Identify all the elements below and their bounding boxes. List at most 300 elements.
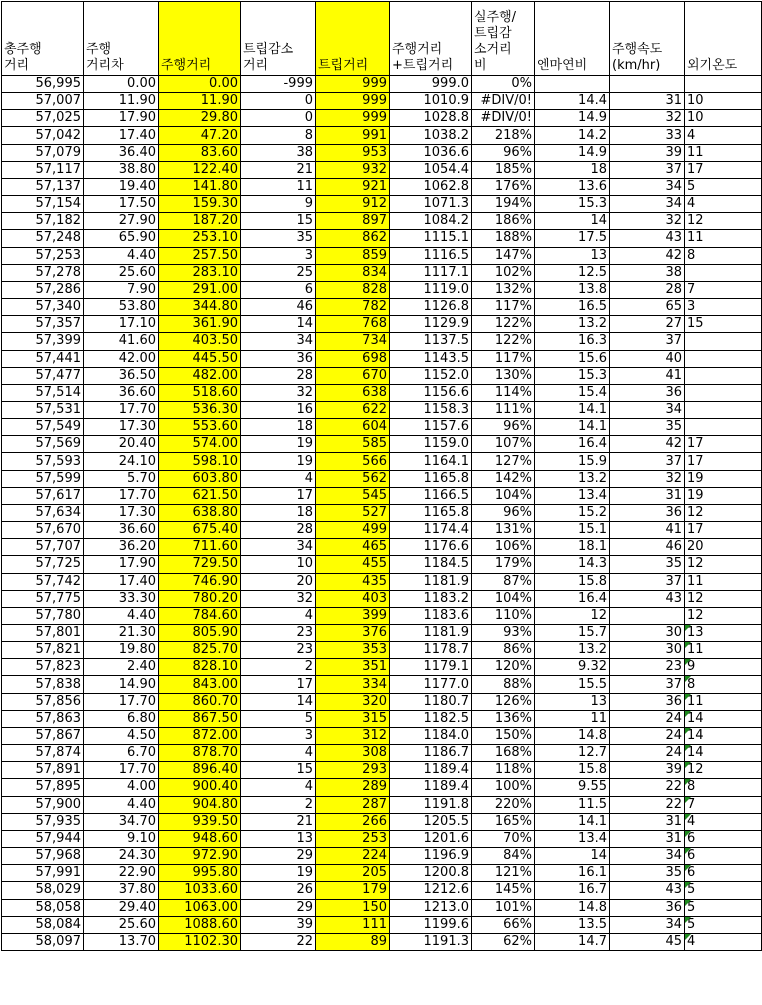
cell-driven-plus-trip[interactable]: 1156.6 xyxy=(390,384,472,401)
cell-speed[interactable]: 43 xyxy=(610,590,685,607)
cell-trip-distance[interactable]: 351 xyxy=(316,659,390,676)
cell-ratio[interactable]: 62% xyxy=(472,933,535,950)
cell-driven-plus-trip[interactable]: 1084.2 xyxy=(390,213,472,230)
cell-trip-decrease[interactable]: 17 xyxy=(241,487,316,504)
cell-trip-distance[interactable]: 266 xyxy=(316,813,390,830)
cell-driven-distance[interactable]: 403.50 xyxy=(159,333,241,350)
cell-distance-diff[interactable]: 25.60 xyxy=(84,264,159,281)
cell-driven-distance[interactable]: 482.00 xyxy=(159,367,241,384)
cell-driven-distance[interactable]: 29.80 xyxy=(159,110,241,127)
cell-distance-diff[interactable]: 14.90 xyxy=(84,676,159,693)
cell-driven-plus-trip[interactable]: 1129.9 xyxy=(390,316,472,333)
cell-driven-plus-trip[interactable]: 1165.8 xyxy=(390,470,472,487)
cell-outside-temp[interactable] xyxy=(685,350,762,367)
cell-total-distance[interactable]: 57,593 xyxy=(2,453,84,470)
cell-outside-temp[interactable]: 4 xyxy=(685,933,762,950)
cell-trip-distance[interactable]: 768 xyxy=(316,316,390,333)
cell-outside-temp[interactable]: 19 xyxy=(685,487,762,504)
cell-trip-distance[interactable]: 562 xyxy=(316,470,390,487)
cell-driven-plus-trip[interactable]: 1115.1 xyxy=(390,230,472,247)
cell-trip-decrease[interactable]: 14 xyxy=(241,693,316,710)
cell-driven-distance[interactable]: 729.50 xyxy=(159,556,241,573)
cell-speed[interactable]: 22 xyxy=(610,796,685,813)
cell-trip-distance[interactable]: 585 xyxy=(316,436,390,453)
cell-driven-plus-trip[interactable]: 1186.7 xyxy=(390,745,472,762)
cell-driven-distance[interactable]: 1063.00 xyxy=(159,899,241,916)
cell-ratio[interactable]: 0% xyxy=(472,76,535,93)
cell-driven-plus-trip[interactable]: 1071.3 xyxy=(390,196,472,213)
cell-trip-decrease[interactable]: 46 xyxy=(241,299,316,316)
cell-trip-distance[interactable]: 150 xyxy=(316,899,390,916)
cell-total-distance[interactable]: 56,995 xyxy=(2,76,84,93)
cell-outside-temp[interactable]: 12 xyxy=(685,556,762,573)
cell-distance-diff[interactable]: 17.90 xyxy=(84,556,159,573)
cell-total-distance[interactable]: 57,441 xyxy=(2,350,84,367)
cell-driven-distance[interactable]: 598.10 xyxy=(159,453,241,470)
cell-speed[interactable]: 35 xyxy=(610,865,685,882)
cell-trip-distance[interactable]: 604 xyxy=(316,419,390,436)
cell-fuel-economy[interactable]: 14.3 xyxy=(535,556,610,573)
cell-trip-distance[interactable]: 111 xyxy=(316,916,390,933)
cell-trip-distance[interactable]: 224 xyxy=(316,848,390,865)
cell-driven-plus-trip[interactable]: 1182.5 xyxy=(390,710,472,727)
cell-fuel-economy[interactable]: 13.2 xyxy=(535,316,610,333)
cell-ratio[interactable]: 86% xyxy=(472,642,535,659)
cell-ratio[interactable]: 218% xyxy=(472,127,535,144)
cell-fuel-economy[interactable]: 13 xyxy=(535,693,610,710)
cell-speed[interactable]: 31 xyxy=(610,93,685,110)
cell-fuel-economy[interactable]: 14.2 xyxy=(535,127,610,144)
cell-ratio[interactable]: 122% xyxy=(472,333,535,350)
cell-outside-temp[interactable]: 11 xyxy=(685,693,762,710)
cell-ratio[interactable]: 185% xyxy=(472,161,535,178)
cell-trip-distance[interactable]: 308 xyxy=(316,745,390,762)
cell-driven-plus-trip[interactable]: 1179.1 xyxy=(390,659,472,676)
cell-trip-distance[interactable]: 953 xyxy=(316,144,390,161)
cell-fuel-economy[interactable]: 14.1 xyxy=(535,401,610,418)
header-total-distance[interactable]: 총주행 거리 xyxy=(2,2,84,76)
cell-distance-diff[interactable]: 29.40 xyxy=(84,899,159,916)
cell-fuel-economy[interactable]: 12.7 xyxy=(535,745,610,762)
cell-ratio[interactable]: 104% xyxy=(472,590,535,607)
cell-fuel-economy[interactable]: 16.4 xyxy=(535,436,610,453)
cell-distance-diff[interactable]: 17.90 xyxy=(84,110,159,127)
cell-driven-plus-trip[interactable]: 1159.0 xyxy=(390,436,472,453)
cell-fuel-economy[interactable]: 12 xyxy=(535,607,610,624)
cell-driven-distance[interactable]: 83.60 xyxy=(159,144,241,161)
cell-trip-distance[interactable]: 293 xyxy=(316,762,390,779)
cell-distance-diff[interactable]: 65.90 xyxy=(84,230,159,247)
cell-trip-decrease[interactable]: 2 xyxy=(241,796,316,813)
cell-ratio[interactable]: 136% xyxy=(472,710,535,727)
cell-ratio[interactable]: 126% xyxy=(472,693,535,710)
cell-speed[interactable]: 43 xyxy=(610,882,685,899)
cell-driven-plus-trip[interactable]: 1054.4 xyxy=(390,161,472,178)
cell-outside-temp[interactable]: 8 xyxy=(685,247,762,264)
header-outside-temp[interactable]: 외기온도 xyxy=(685,2,762,76)
cell-driven-distance[interactable]: 553.60 xyxy=(159,419,241,436)
cell-ratio[interactable]: 100% xyxy=(472,779,535,796)
cell-outside-temp[interactable]: 7 xyxy=(685,796,762,813)
cell-speed[interactable]: 37 xyxy=(610,161,685,178)
cell-outside-temp[interactable]: 4 xyxy=(685,813,762,830)
cell-driven-distance[interactable]: 291.00 xyxy=(159,281,241,298)
cell-distance-diff[interactable]: 6.70 xyxy=(84,745,159,762)
cell-trip-distance[interactable]: 253 xyxy=(316,830,390,847)
cell-trip-decrease[interactable]: 26 xyxy=(241,882,316,899)
cell-outside-temp[interactable]: 17 xyxy=(685,436,762,453)
cell-total-distance[interactable]: 57,895 xyxy=(2,779,84,796)
cell-speed[interactable]: 37 xyxy=(610,573,685,590)
cell-driven-distance[interactable]: 536.30 xyxy=(159,401,241,418)
cell-driven-distance[interactable]: 948.60 xyxy=(159,830,241,847)
cell-distance-diff[interactable]: 24.10 xyxy=(84,453,159,470)
cell-fuel-economy[interactable]: 15.8 xyxy=(535,762,610,779)
cell-trip-distance[interactable]: 999 xyxy=(316,76,390,93)
cell-trip-distance[interactable]: 638 xyxy=(316,384,390,401)
cell-speed[interactable]: 34 xyxy=(610,401,685,418)
cell-outside-temp[interactable]: 12 xyxy=(685,504,762,521)
cell-speed[interactable]: 27 xyxy=(610,316,685,333)
cell-ratio[interactable]: 147% xyxy=(472,247,535,264)
cell-total-distance[interactable]: 57,137 xyxy=(2,178,84,195)
cell-driven-distance[interactable]: 825.70 xyxy=(159,642,241,659)
cell-speed[interactable]: 24 xyxy=(610,727,685,744)
cell-driven-plus-trip[interactable]: 1191.3 xyxy=(390,933,472,950)
cell-total-distance[interactable]: 58,097 xyxy=(2,933,84,950)
cell-ratio[interactable]: 150% xyxy=(472,727,535,744)
cell-fuel-economy[interactable]: 13.5 xyxy=(535,916,610,933)
cell-outside-temp[interactable]: 12 xyxy=(685,762,762,779)
cell-trip-decrease[interactable]: 34 xyxy=(241,333,316,350)
cell-driven-distance[interactable]: 896.40 xyxy=(159,762,241,779)
cell-driven-plus-trip[interactable]: 1180.7 xyxy=(390,693,472,710)
cell-speed[interactable]: 39 xyxy=(610,144,685,161)
cell-trip-distance[interactable]: 991 xyxy=(316,127,390,144)
cell-driven-distance[interactable]: 187.20 xyxy=(159,213,241,230)
cell-fuel-economy[interactable]: 9.55 xyxy=(535,779,610,796)
cell-total-distance[interactable]: 57,117 xyxy=(2,161,84,178)
cell-driven-distance[interactable]: 344.80 xyxy=(159,299,241,316)
cell-outside-temp[interactable]: 15 xyxy=(685,316,762,333)
cell-driven-distance[interactable]: 603.80 xyxy=(159,470,241,487)
cell-driven-distance[interactable]: 972.90 xyxy=(159,848,241,865)
cell-trip-decrease[interactable]: 29 xyxy=(241,899,316,916)
cell-driven-plus-trip[interactable]: 1038.2 xyxy=(390,127,472,144)
cell-ratio[interactable]: 106% xyxy=(472,539,535,556)
cell-driven-distance[interactable]: 711.60 xyxy=(159,539,241,556)
cell-driven-plus-trip[interactable]: 1189.4 xyxy=(390,779,472,796)
cell-ratio[interactable]: 145% xyxy=(472,882,535,899)
cell-total-distance[interactable]: 57,944 xyxy=(2,830,84,847)
cell-total-distance[interactable]: 57,801 xyxy=(2,625,84,642)
cell-distance-diff[interactable]: 17.40 xyxy=(84,573,159,590)
cell-driven-distance[interactable]: 518.60 xyxy=(159,384,241,401)
cell-fuel-economy[interactable]: 14.8 xyxy=(535,899,610,916)
cell-distance-diff[interactable]: 36.60 xyxy=(84,522,159,539)
cell-speed[interactable]: 37 xyxy=(610,333,685,350)
cell-driven-distance[interactable]: 784.60 xyxy=(159,607,241,624)
cell-outside-temp[interactable]: 5 xyxy=(685,178,762,195)
cell-outside-temp[interactable]: 12 xyxy=(685,213,762,230)
cell-outside-temp[interactable] xyxy=(685,264,762,281)
cell-fuel-economy[interactable]: 9.32 xyxy=(535,659,610,676)
cell-driven-plus-trip[interactable]: 1062.8 xyxy=(390,178,472,195)
cell-distance-diff[interactable]: 4.40 xyxy=(84,247,159,264)
cell-ratio[interactable]: 122% xyxy=(472,316,535,333)
cell-trip-decrease[interactable]: 23 xyxy=(241,625,316,642)
cell-trip-distance[interactable]: 435 xyxy=(316,573,390,590)
cell-fuel-economy[interactable]: 14.9 xyxy=(535,110,610,127)
cell-trip-decrease[interactable]: 28 xyxy=(241,522,316,539)
cell-trip-decrease[interactable]: 32 xyxy=(241,384,316,401)
cell-speed[interactable]: 34 xyxy=(610,916,685,933)
cell-driven-distance[interactable]: 445.50 xyxy=(159,350,241,367)
cell-driven-plus-trip[interactable]: 1178.7 xyxy=(390,642,472,659)
cell-total-distance[interactable]: 57,856 xyxy=(2,693,84,710)
cell-trip-decrease[interactable]: 0 xyxy=(241,110,316,127)
cell-speed[interactable]: 34 xyxy=(610,196,685,213)
cell-trip-distance[interactable]: 312 xyxy=(316,727,390,744)
cell-fuel-economy[interactable]: 11 xyxy=(535,710,610,727)
cell-trip-distance[interactable]: 315 xyxy=(316,710,390,727)
cell-outside-temp[interactable]: 11 xyxy=(685,642,762,659)
cell-ratio[interactable]: 110% xyxy=(472,607,535,624)
cell-distance-diff[interactable]: 4.40 xyxy=(84,796,159,813)
cell-total-distance[interactable]: 57,874 xyxy=(2,745,84,762)
cell-driven-plus-trip[interactable]: 1191.8 xyxy=(390,796,472,813)
cell-fuel-economy[interactable]: 13.4 xyxy=(535,830,610,847)
cell-distance-diff[interactable]: 13.70 xyxy=(84,933,159,950)
cell-ratio[interactable]: 93% xyxy=(472,625,535,642)
cell-driven-distance[interactable]: 574.00 xyxy=(159,436,241,453)
cell-trip-decrease[interactable]: 39 xyxy=(241,916,316,933)
cell-trip-decrease[interactable]: 4 xyxy=(241,607,316,624)
cell-total-distance[interactable]: 57,253 xyxy=(2,247,84,264)
cell-total-distance[interactable]: 57,617 xyxy=(2,487,84,504)
cell-trip-decrease[interactable]: 4 xyxy=(241,470,316,487)
cell-speed[interactable]: 36 xyxy=(610,899,685,916)
cell-ratio[interactable]: 101% xyxy=(472,899,535,916)
cell-driven-distance[interactable]: 843.00 xyxy=(159,676,241,693)
cell-total-distance[interactable]: 57,569 xyxy=(2,436,84,453)
cell-total-distance[interactable]: 57,891 xyxy=(2,762,84,779)
cell-speed[interactable]: 36 xyxy=(610,384,685,401)
cell-total-distance[interactable]: 57,357 xyxy=(2,316,84,333)
cell-speed[interactable]: 35 xyxy=(610,556,685,573)
cell-driven-plus-trip[interactable]: 1183.2 xyxy=(390,590,472,607)
cell-fuel-economy[interactable]: 13 xyxy=(535,247,610,264)
cell-speed[interactable]: 41 xyxy=(610,522,685,539)
cell-driven-plus-trip[interactable]: 1201.6 xyxy=(390,830,472,847)
cell-fuel-economy[interactable]: 14.1 xyxy=(535,419,610,436)
cell-distance-diff[interactable]: 36.20 xyxy=(84,539,159,556)
cell-driven-plus-trip[interactable]: 1143.5 xyxy=(390,350,472,367)
cell-fuel-economy[interactable]: 14.8 xyxy=(535,727,610,744)
cell-trip-distance[interactable]: 376 xyxy=(316,625,390,642)
cell-driven-plus-trip[interactable]: 1157.6 xyxy=(390,419,472,436)
cell-trip-decrease[interactable]: 18 xyxy=(241,419,316,436)
cell-outside-temp[interactable]: 13 xyxy=(685,625,762,642)
cell-outside-temp[interactable]: 11 xyxy=(685,573,762,590)
cell-outside-temp[interactable]: 11 xyxy=(685,230,762,247)
cell-driven-plus-trip[interactable]: 1213.0 xyxy=(390,899,472,916)
cell-distance-diff[interactable]: 17.50 xyxy=(84,196,159,213)
cell-fuel-economy[interactable]: 15.8 xyxy=(535,573,610,590)
cell-outside-temp[interactable] xyxy=(685,76,762,93)
cell-distance-diff[interactable]: 33.30 xyxy=(84,590,159,607)
cell-ratio[interactable]: 168% xyxy=(472,745,535,762)
cell-driven-plus-trip[interactable]: 1181.9 xyxy=(390,573,472,590)
cell-fuel-economy[interactable]: 18.1 xyxy=(535,539,610,556)
cell-fuel-economy[interactable]: 13.6 xyxy=(535,178,610,195)
cell-speed[interactable]: 39 xyxy=(610,762,685,779)
cell-outside-temp[interactable]: 12 xyxy=(685,590,762,607)
cell-driven-plus-trip[interactable]: 1177.0 xyxy=(390,676,472,693)
cell-distance-diff[interactable]: 21.30 xyxy=(84,625,159,642)
cell-distance-diff[interactable]: 17.40 xyxy=(84,127,159,144)
cell-total-distance[interactable]: 58,029 xyxy=(2,882,84,899)
cell-driven-plus-trip[interactable]: 1184.0 xyxy=(390,727,472,744)
header-distance-diff[interactable]: 주행 거리차 xyxy=(84,2,159,76)
cell-total-distance[interactable]: 57,599 xyxy=(2,470,84,487)
cell-distance-diff[interactable]: 17.10 xyxy=(84,316,159,333)
cell-driven-distance[interactable]: 638.80 xyxy=(159,504,241,521)
cell-total-distance[interactable]: 57,079 xyxy=(2,144,84,161)
cell-driven-distance[interactable]: 47.20 xyxy=(159,127,241,144)
cell-speed[interactable]: 65 xyxy=(610,299,685,316)
cell-distance-diff[interactable]: 41.60 xyxy=(84,333,159,350)
cell-trip-distance[interactable]: 179 xyxy=(316,882,390,899)
cell-outside-temp[interactable]: 10 xyxy=(685,110,762,127)
cell-outside-temp[interactable] xyxy=(685,333,762,350)
cell-speed[interactable]: 38 xyxy=(610,264,685,281)
cell-fuel-economy[interactable]: 11.5 xyxy=(535,796,610,813)
cell-speed[interactable]: 24 xyxy=(610,745,685,762)
cell-trip-distance[interactable]: 353 xyxy=(316,642,390,659)
cell-outside-temp[interactable]: 4 xyxy=(685,196,762,213)
cell-speed[interactable]: 35 xyxy=(610,419,685,436)
cell-outside-temp[interactable]: 5 xyxy=(685,882,762,899)
cell-trip-decrease[interactable]: 35 xyxy=(241,230,316,247)
cell-distance-diff[interactable]: 2.40 xyxy=(84,659,159,676)
cell-trip-distance[interactable]: 828 xyxy=(316,281,390,298)
cell-trip-decrease[interactable]: 32 xyxy=(241,590,316,607)
cell-trip-distance[interactable]: 399 xyxy=(316,607,390,624)
cell-fuel-economy[interactable]: 15.3 xyxy=(535,196,610,213)
cell-distance-diff[interactable]: 53.80 xyxy=(84,299,159,316)
cell-outside-temp[interactable]: 3 xyxy=(685,299,762,316)
header-driven-plus-trip[interactable]: 주행거리 +트립거리 xyxy=(390,2,472,76)
cell-fuel-economy[interactable]: 14.1 xyxy=(535,813,610,830)
cell-driven-plus-trip[interactable]: 1176.6 xyxy=(390,539,472,556)
cell-distance-diff[interactable]: 17.30 xyxy=(84,504,159,521)
cell-speed[interactable]: 42 xyxy=(610,436,685,453)
cell-distance-diff[interactable]: 17.30 xyxy=(84,419,159,436)
cell-total-distance[interactable]: 57,477 xyxy=(2,367,84,384)
cell-trip-decrease[interactable]: 23 xyxy=(241,642,316,659)
cell-trip-distance[interactable]: 403 xyxy=(316,590,390,607)
cell-fuel-economy[interactable]: 15.1 xyxy=(535,522,610,539)
cell-driven-plus-trip[interactable]: 1119.0 xyxy=(390,281,472,298)
cell-fuel-economy[interactable]: 12.5 xyxy=(535,264,610,281)
cell-total-distance[interactable]: 57,399 xyxy=(2,333,84,350)
cell-total-distance[interactable]: 57,670 xyxy=(2,522,84,539)
cell-total-distance[interactable]: 57,634 xyxy=(2,504,84,521)
cell-fuel-economy[interactable]: 13.2 xyxy=(535,642,610,659)
cell-speed[interactable] xyxy=(610,76,685,93)
cell-total-distance[interactable]: 57,286 xyxy=(2,281,84,298)
cell-trip-decrease[interactable]: 29 xyxy=(241,848,316,865)
cell-trip-decrease[interactable]: 0 xyxy=(241,93,316,110)
header-fuel-economy[interactable]: 엔마연비 xyxy=(535,2,610,76)
cell-driven-plus-trip[interactable]: 1200.8 xyxy=(390,865,472,882)
cell-trip-decrease[interactable]: 5 xyxy=(241,710,316,727)
cell-driven-distance[interactable]: 780.20 xyxy=(159,590,241,607)
cell-distance-diff[interactable]: 7.90 xyxy=(84,281,159,298)
cell-driven-plus-trip[interactable]: 1189.4 xyxy=(390,762,472,779)
cell-ratio[interactable]: 104% xyxy=(472,487,535,504)
cell-fuel-economy[interactable]: 16.3 xyxy=(535,333,610,350)
cell-distance-diff[interactable]: 17.70 xyxy=(84,401,159,418)
cell-driven-plus-trip[interactable]: 1212.6 xyxy=(390,882,472,899)
cell-driven-distance[interactable]: 805.90 xyxy=(159,625,241,642)
cell-trip-decrease[interactable]: 4 xyxy=(241,745,316,762)
cell-ratio[interactable]: 142% xyxy=(472,470,535,487)
cell-driven-distance[interactable]: 878.70 xyxy=(159,745,241,762)
cell-total-distance[interactable]: 57,823 xyxy=(2,659,84,676)
cell-fuel-economy[interactable] xyxy=(535,76,610,93)
cell-total-distance[interactable]: 57,821 xyxy=(2,642,84,659)
cell-ratio[interactable]: #DIV/0! xyxy=(472,93,535,110)
cell-driven-plus-trip[interactable]: 1199.6 xyxy=(390,916,472,933)
cell-driven-plus-trip[interactable]: 1174.4 xyxy=(390,522,472,539)
cell-driven-distance[interactable]: 872.00 xyxy=(159,727,241,744)
cell-ratio[interactable]: 114% xyxy=(472,384,535,401)
header-speed[interactable]: 주행속도 (km/hr) xyxy=(610,2,685,76)
cell-driven-plus-trip[interactable]: 1036.6 xyxy=(390,144,472,161)
cell-driven-plus-trip[interactable]: 1158.3 xyxy=(390,401,472,418)
cell-total-distance[interactable]: 57,025 xyxy=(2,110,84,127)
cell-total-distance[interactable]: 57,278 xyxy=(2,264,84,281)
cell-trip-distance[interactable]: 921 xyxy=(316,178,390,195)
cell-ratio[interactable]: 131% xyxy=(472,522,535,539)
cell-trip-decrease[interactable]: 10 xyxy=(241,556,316,573)
cell-ratio[interactable]: 87% xyxy=(472,573,535,590)
cell-trip-decrease[interactable]: 19 xyxy=(241,453,316,470)
cell-total-distance[interactable]: 57,742 xyxy=(2,573,84,590)
cell-trip-decrease[interactable]: 4 xyxy=(241,779,316,796)
cell-outside-temp[interactable]: 6 xyxy=(685,865,762,882)
cell-driven-plus-trip[interactable]: 1183.6 xyxy=(390,607,472,624)
cell-total-distance[interactable]: 57,780 xyxy=(2,607,84,624)
cell-ratio[interactable]: 96% xyxy=(472,419,535,436)
cell-driven-distance[interactable]: 1033.60 xyxy=(159,882,241,899)
cell-driven-distance[interactable]: 828.10 xyxy=(159,659,241,676)
cell-trip-decrease[interactable]: 21 xyxy=(241,161,316,178)
cell-total-distance[interactable]: 57,900 xyxy=(2,796,84,813)
cell-speed[interactable]: 34 xyxy=(610,848,685,865)
cell-speed[interactable]: 46 xyxy=(610,539,685,556)
cell-driven-plus-trip[interactable]: 1126.8 xyxy=(390,299,472,316)
cell-driven-distance[interactable]: 995.80 xyxy=(159,865,241,882)
cell-speed[interactable]: 32 xyxy=(610,470,685,487)
cell-trip-distance[interactable]: 912 xyxy=(316,196,390,213)
cell-total-distance[interactable]: 57,991 xyxy=(2,865,84,882)
cell-distance-diff[interactable]: 20.40 xyxy=(84,436,159,453)
header-ratio[interactable]: 실주행/ 트립감 소거리 비 xyxy=(472,2,535,76)
cell-trip-decrease[interactable]: 3 xyxy=(241,247,316,264)
